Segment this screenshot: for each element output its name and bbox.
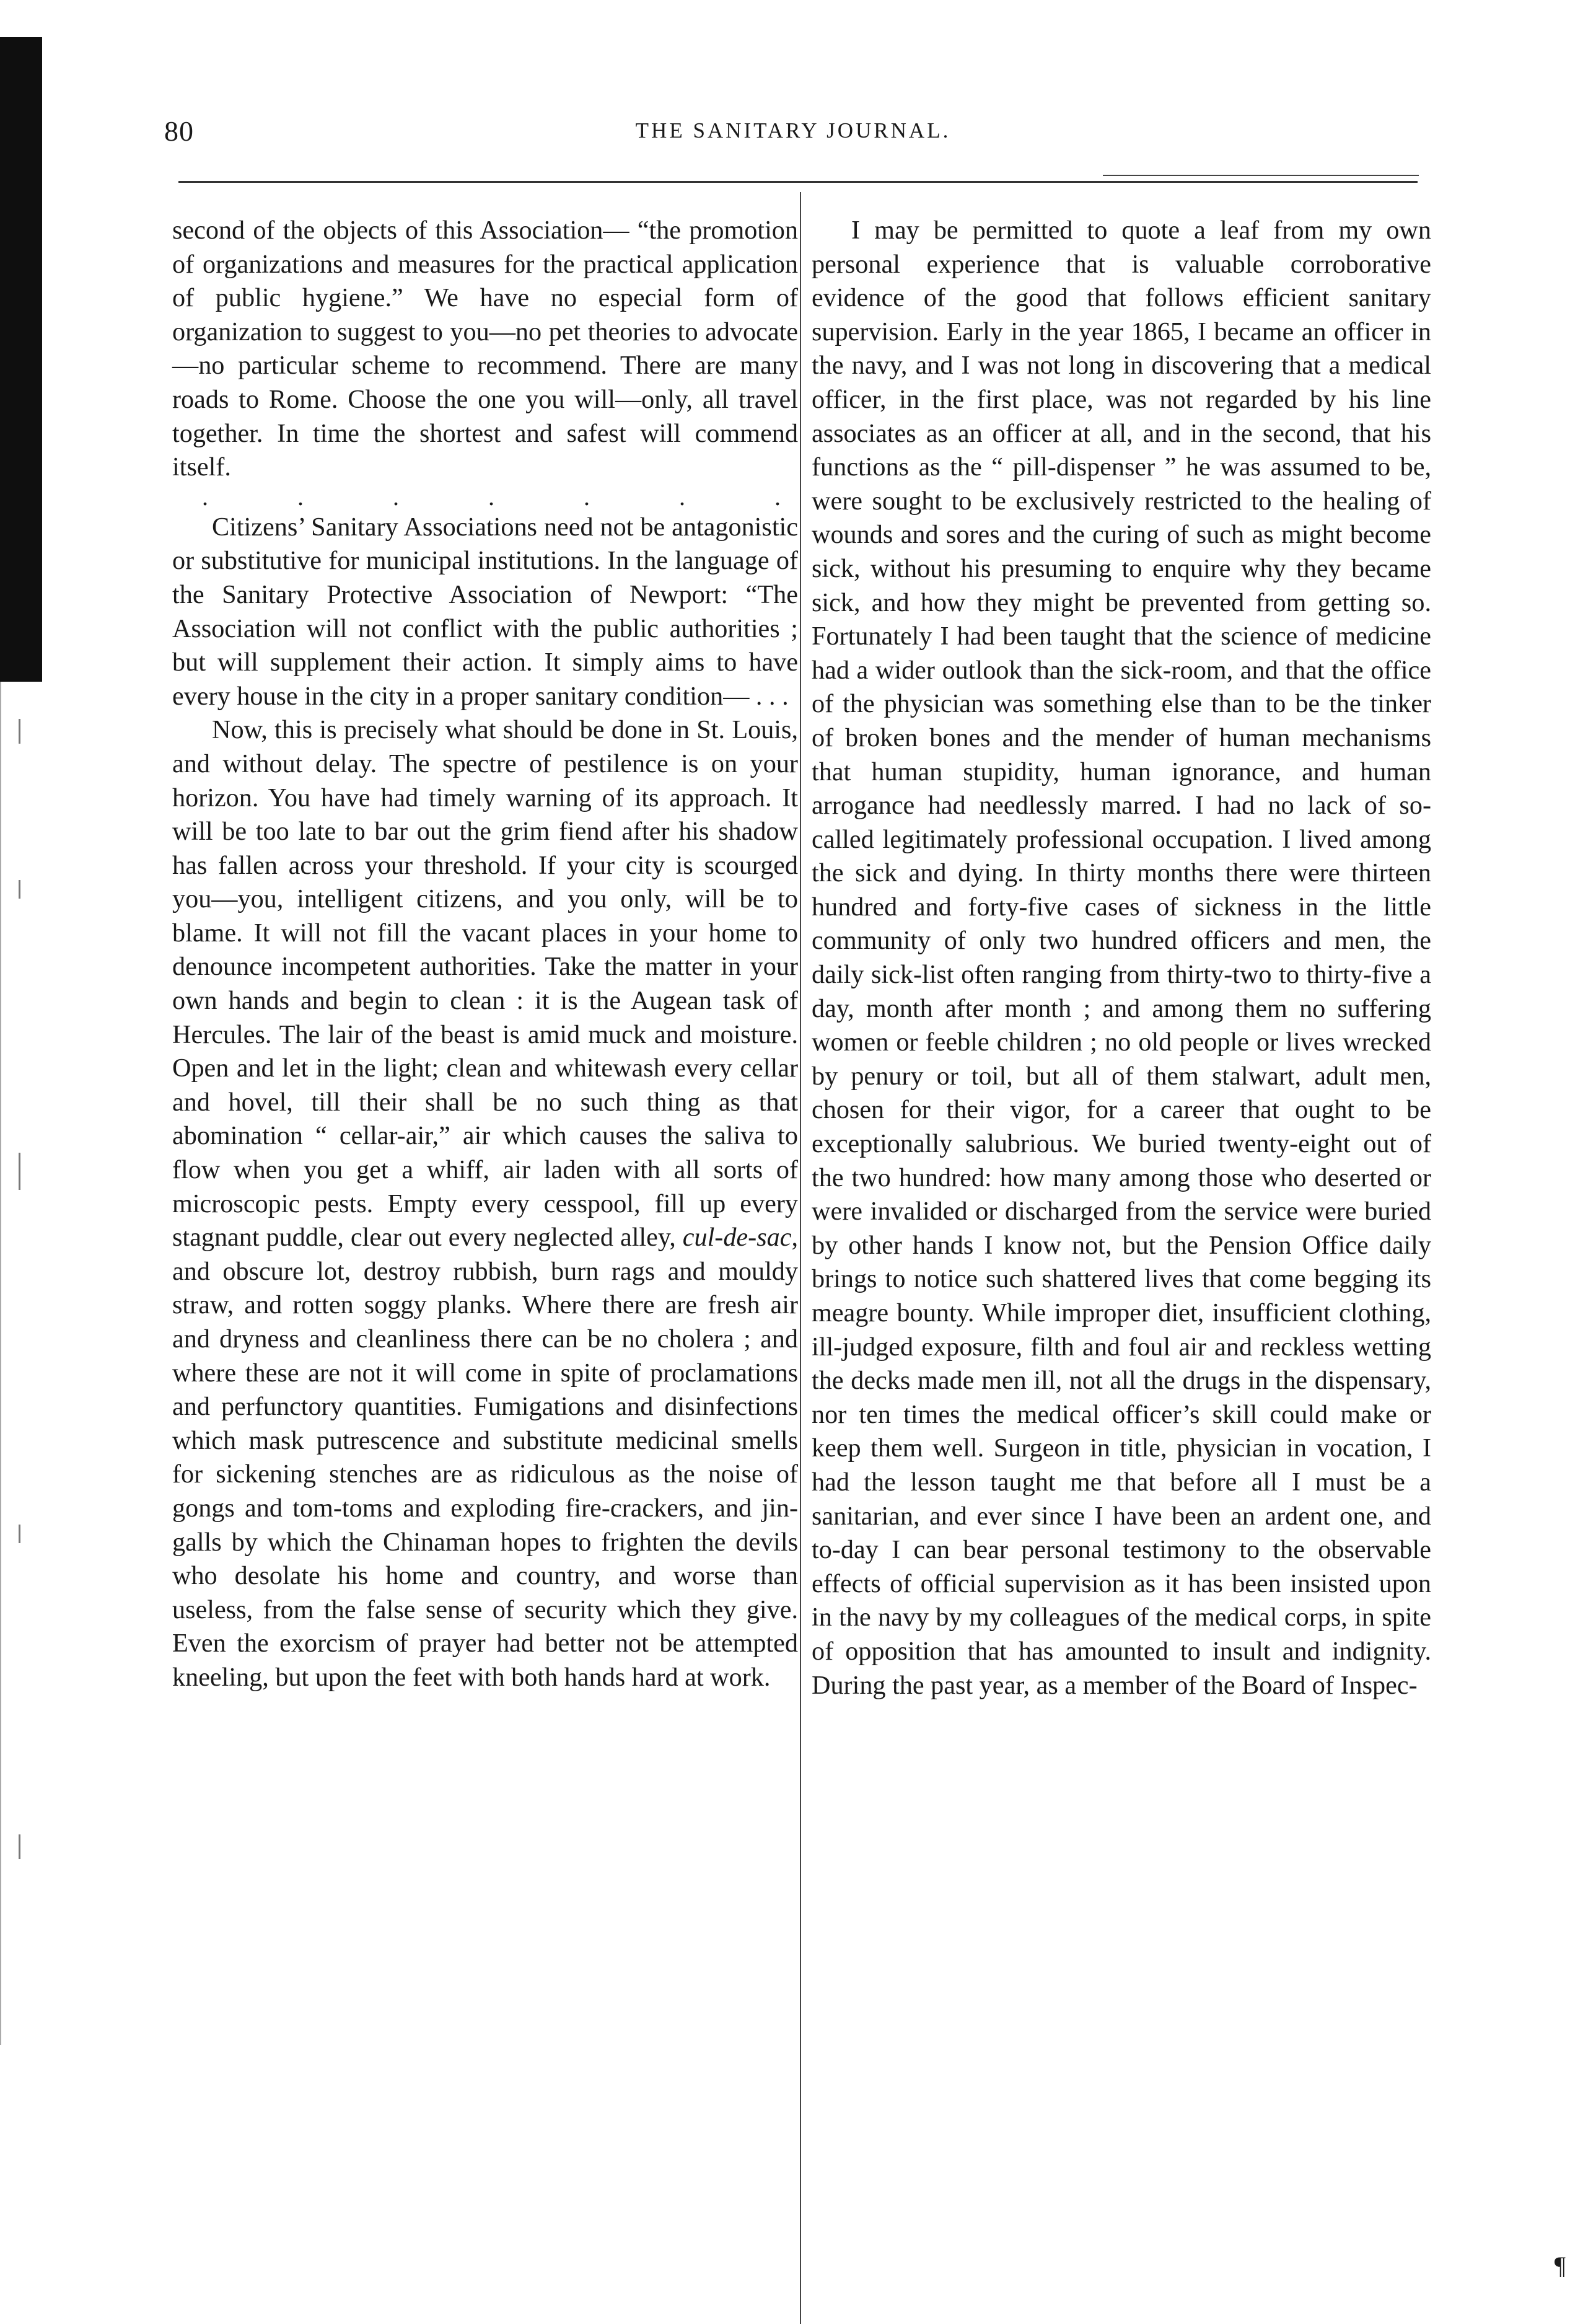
header-rule-accent xyxy=(1103,175,1419,176)
header-rule xyxy=(178,181,1418,183)
dot: . xyxy=(584,482,590,511)
dot: . xyxy=(774,482,781,511)
section-break-dots xyxy=(172,482,798,511)
right-paragraph-1: I may be permitted to quote a leaf from my own personal experience that is valuable corroborative evidence of the good that follows efficient sanitary supervision. Early in the year 1865, I became an officer in the navy, and I was not long in discovering that a medical officer, in the first place, was not regarded by his line associates as an officer at all, and in the second, that his functions as the “ pill-dispenser ” he was assumed to be, were sought to be exclusively restricted to the healing of wounds and sores and the curing of such as might become sick, without his presuming to enquire why they became sick, and how they might be prevented from getting so. Fortunately I had been taught that the science of medicine had a wider outlook than the sick-room, and that the office of the physician was something else than to be the tinker of broken bones and the mender of human mechanisms that human stupidity, human ignorance, and human arrogance had needlessly marred. I had no lack of so-called legitimately professional occupation. I lived among the sick and dying. In thirty months there were thirteen hundred and forty-five cases of sickness in the little community of only two hundred officers and men, the daily sick-list often ranging from thirty-two to thirty-five a day, month after month ; and among them no suffering women or feeble children ; no old people or lives wrecked by penury or toil, but all of them stalwart, adult men, chosen for their vigor, for a career that ought to be exceptionally salubrious. We buried twenty-eight out of the two hundred: how many among those who deserted or were invalided or discharged from the service were buried by other hands I know not, but the Pension Office daily brings to notice such shattered lives that come begging its meagre bounty. While improper diet, insufficient clothing, ill-judged exposure, filth and foul air and reckless wetting the decks made men ill, not all the drugs in the dispensary, nor ten times the medical officer’s skill could make or keep them well. Surgeon in title, physician in vocation, I had the lesson taught me that before all I must be a sanitarian, and ever since I have been an ardent one, and to-day I can bear personal testimony to the observable effects of official supervision as it has been insisted upon in the navy by my colleagues of the medical corps, in spite of opposition that has amounted to insult and indignity. During the past year, as a member of the Board of Inspec- xyxy=(812,216,1431,1700)
right-column xyxy=(812,214,1431,2302)
page-number: 80 xyxy=(164,115,194,147)
running-title: THE SANITARY JOURNAL. xyxy=(635,118,951,143)
dot: . xyxy=(488,482,494,511)
dot: . xyxy=(297,482,304,511)
binding-edge-trace xyxy=(0,682,6,2045)
column-divider xyxy=(800,192,801,2324)
binding-edge-shadow xyxy=(0,37,42,682)
left-paragraph-2: Citizens’ Sanitary Associations need not be antagonistic or substitutive for municipal institutions. In the language of the Sanitary Protective Association of Newport: “The Association will not conflict with the public authorities ; but will supplement their action. It simply aims to have every house in the city in a proper sanitary condition— . . . xyxy=(172,512,798,711)
left-column xyxy=(172,214,798,2302)
left-paragraph-3: Now, this is precisely what should be done in St. Louis, and without delay. The spectre of pestilence is on your horizon. You have had timely warning of its approach. It will be too late to bar out the grim fiend after his shadow has fallen across your threshold. If your city is scourged you—you, intelligent citizens, and you only, will be to blame. It will not fill the vacant places in your home to denounce incompetent authorities. Take the matter in your own hands and begin to clean : it is the Augean task of Hercules. The lair of the beast is amid muck and moisture. Open and let in the light; clean and whitewash every cellar and hovel, till their shall be no such thing as that abomination “ cellar-air,” air which causes the saliva to flow when you get a whiff, air laden with all sorts of microscopic pests. Empty every cesspool, fill up every stagnant puddle, clear out every neglected alley, cul-de-sac, and obscure lot, destroy rubbish, burn rags and mouldy straw, and rotten soggy planks. Where there are fresh air and dryness and cleanliness there can be no cholera ; and where these are not it will come in spite of proclamations and perfunctory quantities. Fumigations and disinfections which mask putrescence and substitute medicinal smells for sickening stenches are as ridiculous as the noise of gongs and tom-toms and exploding fire-crackers, and jin-galls by which the Chinaman hopes to frighten the devils who desolate his home and country, and worse than useless, from the false sense of security which they give. Even the exorcism of prayer had better not be attempted kneeling, but upon the feet with both hands hard at work. xyxy=(172,715,798,1692)
page-header xyxy=(164,115,1422,158)
dot: . xyxy=(393,482,399,511)
dot: . xyxy=(202,482,208,511)
pilcrow-mark: ¶ xyxy=(1554,2251,1566,2279)
margin-specks xyxy=(19,719,31,2020)
left-paragraph-1: second of the objects of this Association— “the promotion of organizations and measures for the practical application of public hygiene.” We have no especial form of organization to suggest to you—no pet theories to advocate—no particular scheme to recommend. There are many roads to Rome. Choose the one you will—only, all travel together. In time the shortest and safest will commend itself. xyxy=(172,216,798,482)
dot: . xyxy=(679,482,685,511)
